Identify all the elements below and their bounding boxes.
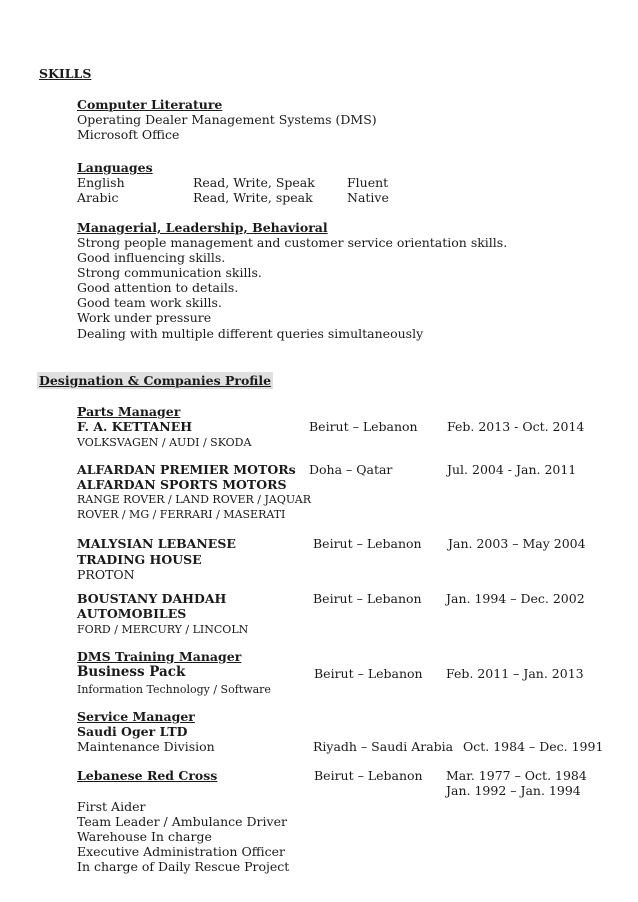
role-item: In charge of Daily Rescue Project [77,859,290,874]
skill-item: Good attention to details. [77,280,239,295]
red-cross-title: Lebanese Red Cross [77,768,218,783]
division: Maintenance Division [77,739,215,754]
profile-heading: Designation & Companies Profile [39,373,272,388]
company-description: Information Technology / Software [77,683,271,696]
skill-item: Good influencing skills. [77,250,226,265]
brands: RANGE ROVER / LAND ROVER / JAQUAR [77,493,312,506]
service-manager-title: Service Manager [77,709,195,724]
role-item: First Aider [77,799,146,814]
language-name: Arabic [77,190,119,205]
languages-title: Languages [77,160,153,175]
brands: VOLKSVAGEN / AUDI / SKODA [77,436,252,449]
job-period: Jan. 1992 – Jan. 1994 [446,783,581,798]
skill-item: Good team work skills. [77,295,222,310]
company-name: Business Pack [77,664,186,680]
skill-item: Strong people management and customer service orientation skills. [77,235,508,250]
skill-item: Work under pressure [77,310,212,325]
job-period: Mar. 1977 – Oct. 1984 [446,768,587,783]
brands: FORD / MERCURY / LINCOLN [77,623,249,636]
company-name: BOUSTANY DAHDAH [77,591,227,606]
job-location: Riyadh – Saudi Arabia [313,739,454,754]
company-name: Saudi Oger LTD [77,724,188,739]
job-period: Jan. 1994 – Dec. 2002 [446,591,585,606]
job-period: Jul. 2004 - Jan. 2011 [447,462,577,477]
skill-item: Dealing with multiple different queries simultaneously [77,326,424,341]
job-period: Oct. 1984 – Dec. 1991 [463,739,604,754]
parts-manager-title: Parts Manager [77,404,181,419]
brands: ROVER / MG / FERRARI / MASERATI [77,508,286,521]
job-location: Beirut – Lebanon [314,768,423,783]
role-item: Warehouse In charge [77,829,212,844]
company-name: ALFARDAN PREMIER MOTORs [77,462,296,477]
company-name: AUTOMOBILES [77,606,187,621]
company-name: F. A. KETTANEH [77,419,193,434]
company-name: ALFARDAN SPORTS MOTORS [77,477,287,492]
language-ability: Read, Write, Speak [193,175,315,190]
language-name: English [77,175,125,190]
job-period: Feb. 2013 - Oct. 2014 [447,419,585,434]
job-period: Feb. 2011 – Jan. 2013 [446,666,584,681]
job-location: Beirut – Lebanon [309,419,418,434]
role-item: Team Leader / Ambulance Driver [77,814,287,829]
skill-item: Microsoft Office [77,127,180,142]
managerial-title: Managerial, Leadership, Behavioral [77,220,328,235]
skills-heading: SKILLS [39,66,92,81]
role-item: Executive Administration Officer [77,844,285,859]
dms-title: DMS Training Manager [77,649,242,664]
job-location: Beirut – Lebanon [313,591,422,606]
company-name: MALYSIAN LEBANESE [77,536,236,551]
computer-literature-title: Computer Literature [77,97,223,112]
job-location: Beirut – Lebanon [313,536,422,551]
language-level: Fluent [347,175,389,190]
skill-item: Operating Dealer Management Systems (DMS) [77,112,377,127]
job-period: Jan. 2003 – May 2004 [448,536,586,551]
language-level: Native [347,190,389,205]
job-location: Beirut – Lebanon [314,666,423,681]
job-location: Doha – Qatar [309,462,393,477]
language-ability: Read, Write, speak [193,190,313,205]
company-name: TRADING HOUSE [77,552,202,567]
skill-item: Strong communication skills. [77,265,262,280]
brands: PROTON [77,567,135,582]
